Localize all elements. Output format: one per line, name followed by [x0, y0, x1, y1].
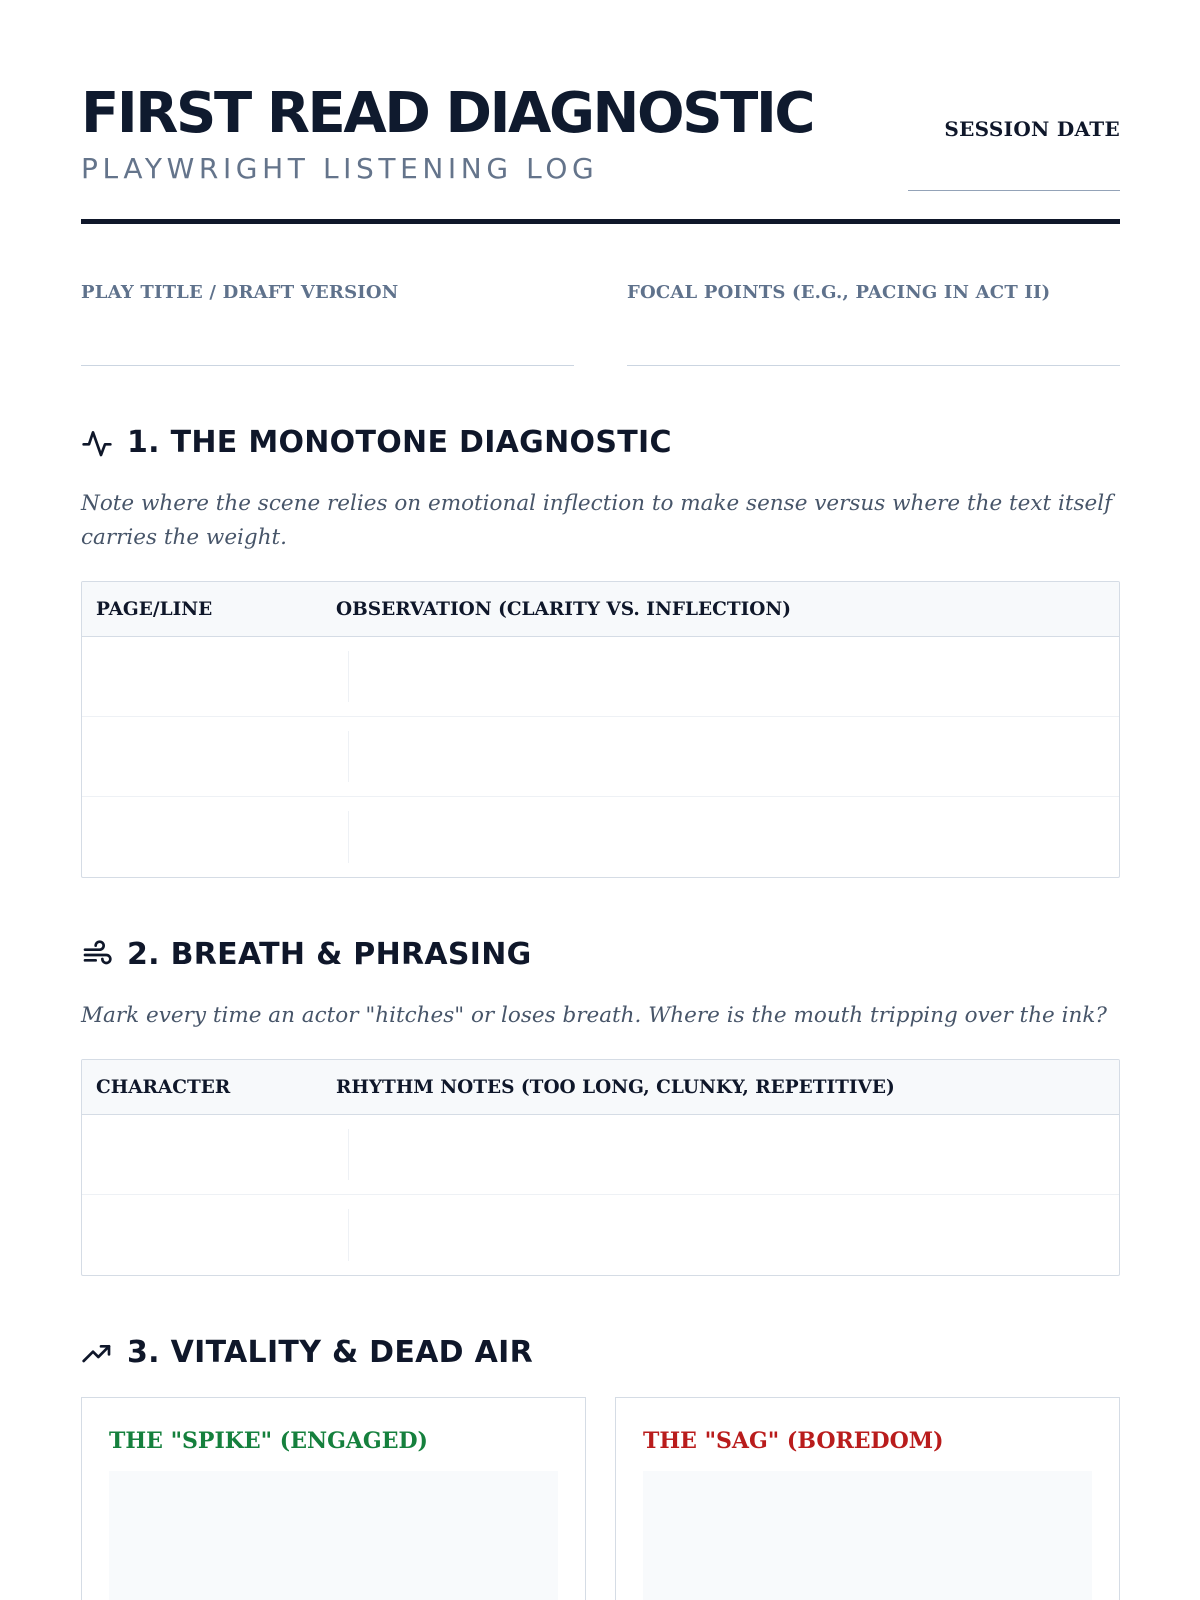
monotone-table	[81, 581, 1120, 878]
column-header: OBSERVATION (CLARITY VS. INFLECTION)	[336, 598, 792, 620]
table-row[interactable]	[82, 717, 1119, 797]
section-description: Mark every time an actor "hitches" or loses breath. Where is the mouth tripping over the ink?	[81, 1003, 1107, 1028]
spike-notes-area[interactable]	[109, 1471, 558, 1600]
column-header: PAGE/LINE	[96, 598, 213, 620]
focal-points-field[interactable]	[627, 365, 1120, 366]
page-subtitle: PLAYWRIGHT LISTENING LOG	[81, 152, 599, 185]
header-divider	[81, 219, 1120, 224]
spike-box	[81, 1397, 586, 1600]
trending-up-icon	[81, 1337, 113, 1369]
section-monotone-header	[81, 425, 672, 460]
table-row[interactable]	[82, 1115, 1119, 1195]
section-breath-header	[81, 937, 532, 972]
play-title-label: PLAY TITLE / DRAFT VERSION	[81, 282, 399, 303]
page-title: FIRST READ DIAGNOSTIC	[81, 81, 814, 146]
session-date-label: SESSION DATE	[944, 117, 1120, 141]
section-title: 3. VITALITY & DEAD AIR	[127, 1335, 534, 1370]
section-description: Note where the scene relies on emotional inflection to make sense versus where the text itself carries the weight.	[81, 491, 1113, 550]
session-date-field[interactable]	[908, 190, 1120, 191]
wind-icon	[81, 939, 113, 971]
table-row[interactable]	[82, 1195, 1119, 1275]
spike-label: THE "SPIKE" (ENGAGED)	[109, 1428, 428, 1454]
table-row[interactable]	[82, 797, 1119, 877]
sag-label: THE "SAG" (BOREDOM)	[643, 1428, 944, 1454]
section-vitality-header	[81, 1335, 533, 1370]
sag-notes-area[interactable]	[643, 1471, 1092, 1600]
column-header: RHYTHM NOTES (TOO LONG, CLUNKY, REPETITIVE)	[336, 1076, 895, 1098]
pulse-icon	[81, 427, 113, 459]
section-title: 1. THE MONOTONE DIAGNOSTIC	[127, 425, 672, 460]
table-header	[82, 1060, 1119, 1115]
focal-points-label: FOCAL POINTS (E.G., PACING IN ACT II)	[627, 282, 1051, 303]
table-row[interactable]	[82, 637, 1119, 717]
section-title: 2. BREATH & PHRASING	[127, 937, 532, 972]
table-header	[82, 582, 1119, 637]
column-header: CHARACTER	[96, 1076, 231, 1098]
sag-box	[615, 1397, 1120, 1600]
play-title-field[interactable]	[81, 365, 574, 366]
breath-table	[81, 1059, 1120, 1276]
